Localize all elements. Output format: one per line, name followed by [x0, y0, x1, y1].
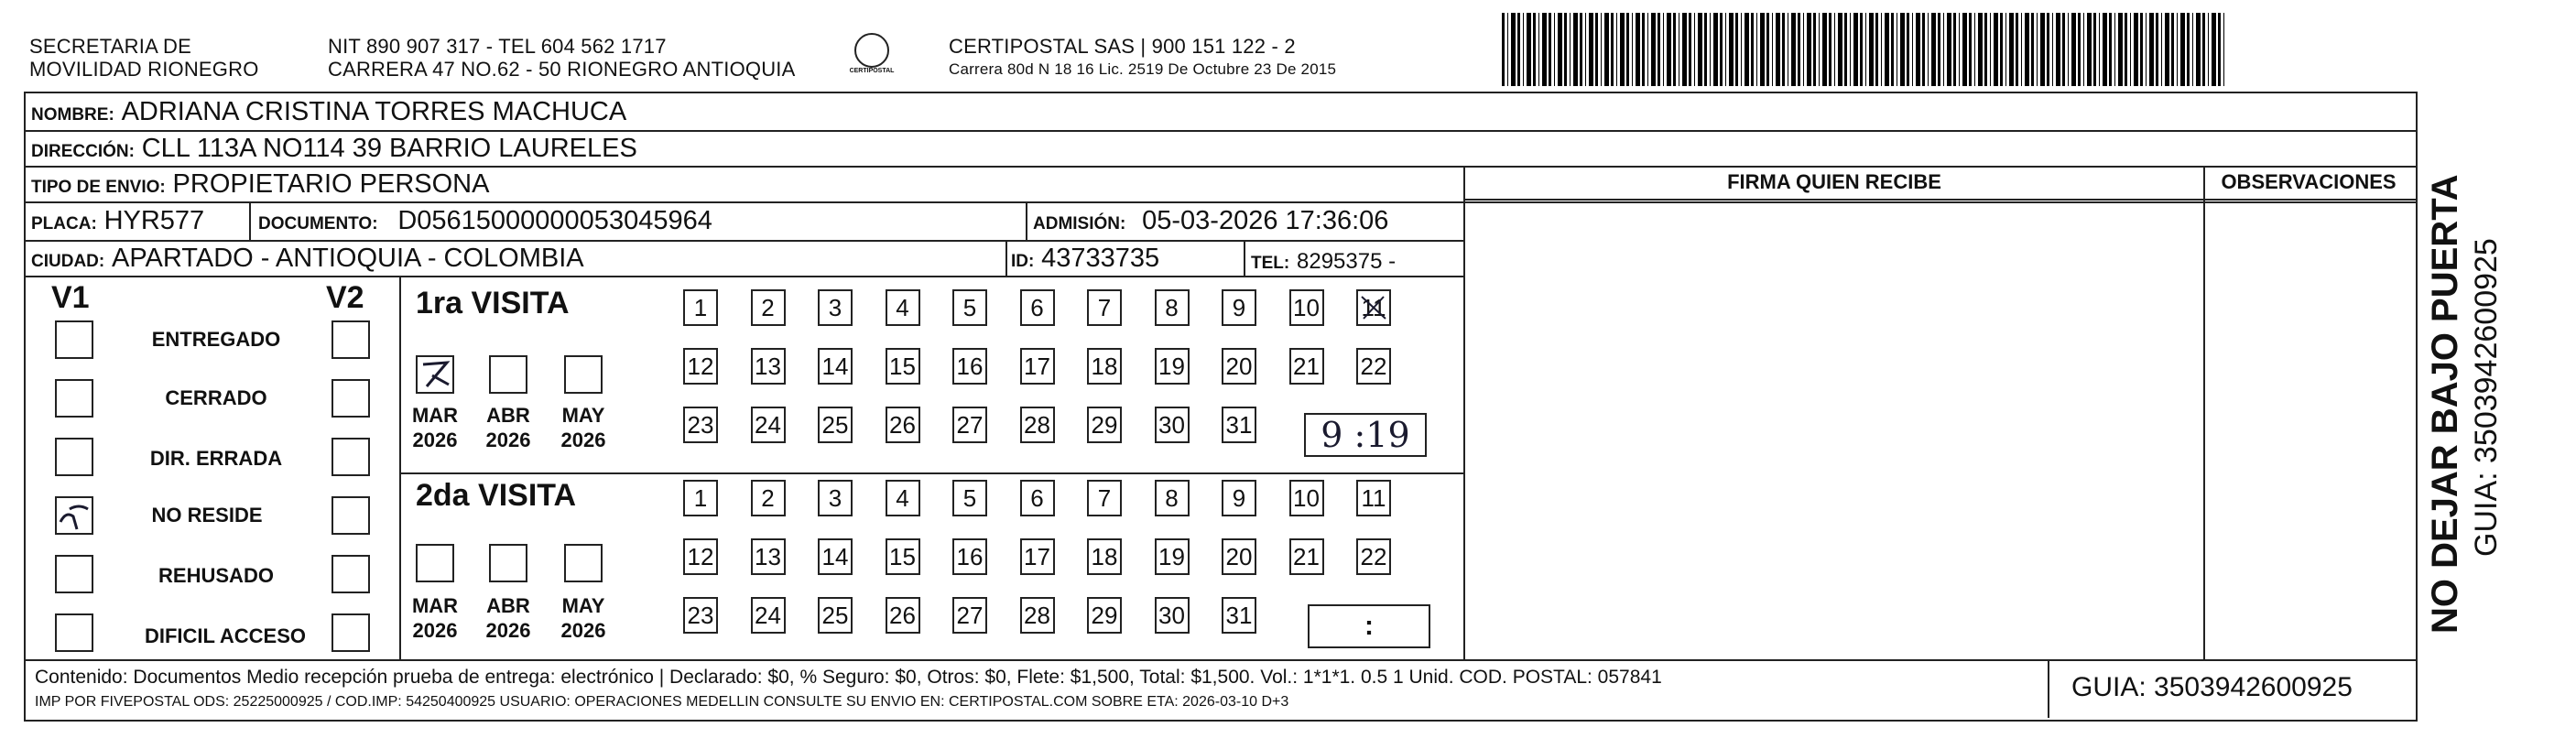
first-visit-day-11[interactable]: 11 — [1356, 289, 1391, 326]
first-visit-day-5[interactable]: 5 — [952, 289, 987, 326]
side-guia: GUIA: 3503942600925 — [2469, 238, 2504, 557]
v1-header: V1 — [51, 280, 90, 315]
tipo-envio-label: TIPO DE ENVIO: — [31, 178, 166, 197]
second-visit-day-2[interactable]: 2 — [751, 480, 786, 516]
documento-value: D05615000000053045964 — [397, 206, 712, 235]
second-visit-day-12[interactable]: 12 — [683, 538, 718, 575]
id-label: ID: — [1011, 252, 1035, 271]
second-visit-day-13[interactable]: 13 — [751, 538, 786, 575]
status-rehusado: REHUSADO — [158, 564, 274, 587]
divider — [399, 472, 1463, 474]
address-line: CARRERA 47 NO.62 - 50 RIONEGRO ANTIOQUIA — [328, 58, 796, 81]
second-visit-day-4[interactable]: 4 — [886, 480, 920, 516]
first-visit-day-31[interactable]: 31 — [1222, 407, 1256, 443]
logo-text: CERTIPOSTAL — [849, 68, 895, 74]
first-visit-day-23[interactable]: 23 — [683, 407, 718, 443]
second-visit-day-27[interactable]: 27 — [952, 597, 987, 634]
divider — [1463, 166, 1465, 659]
second-visit-day-16[interactable]: 16 — [952, 538, 987, 575]
v1-cerrado-checkbox[interactable] — [55, 379, 93, 418]
documento-label: DOCUMENTO: — [258, 214, 378, 233]
second-visit-day-25[interactable]: 25 — [818, 597, 853, 634]
first-visit-day-9[interactable]: 9 — [1222, 289, 1256, 326]
second-visit-day-21[interactable]: 21 — [1289, 538, 1324, 575]
second-visit-day-23[interactable]: 23 — [683, 597, 718, 634]
status-entregado: ENTREGADO — [151, 328, 281, 351]
v1-rehusado-checkbox[interactable] — [55, 555, 93, 593]
second-visit-month-may-box[interactable] — [564, 544, 603, 582]
v1-entregado-checkbox[interactable] — [55, 320, 93, 359]
handwritten-check-icon — [57, 498, 92, 533]
second-visit-month-abr: ABR 2026 — [485, 594, 531, 642]
handwritten-cross-icon — [1358, 291, 1389, 324]
second-visit-day-30[interactable]: 30 — [1155, 597, 1190, 634]
divider — [249, 201, 251, 240]
placa-value: HYR577 — [103, 206, 205, 235]
v1-dir-errada-checkbox[interactable] — [55, 438, 93, 476]
nit-line: NIT 890 907 317 - TEL 604 562 1717 — [328, 35, 667, 58]
first-visit-day-29[interactable]: 29 — [1087, 407, 1122, 443]
divider — [1005, 240, 1007, 276]
observaciones-header: OBSERVACIONES — [2221, 170, 2397, 193]
second-visit-month-mar-box[interactable] — [416, 544, 454, 582]
nombre-value: ADRIANA CRISTINA TORRES MACHUCA — [121, 97, 627, 126]
divider — [24, 659, 2416, 661]
tel-label: TEL: — [1251, 254, 1290, 273]
first-visit-month-mar: MAR 2026 — [411, 404, 459, 451]
tel-value: 8295375 - — [1297, 249, 1397, 274]
logo-icon — [854, 33, 889, 68]
second-visit-day-8[interactable]: 8 — [1155, 480, 1190, 516]
second-visit-day-19[interactable]: 19 — [1155, 538, 1190, 575]
first-visit-day-3[interactable]: 3 — [818, 289, 853, 326]
admision-field — [1033, 206, 1388, 239]
side-warning: NO DEJAR BAJO PUERTA — [2425, 174, 2465, 634]
first-visit-month-may: MAY 2026 — [560, 404, 606, 451]
direccion-value: CLL 113A NO114 39 BARRIO LAURELES — [141, 134, 637, 163]
divider — [24, 240, 1463, 242]
placa-label: PLACA: — [31, 214, 97, 233]
org-line-2: MOVILIDAD RIONEGRO — [29, 58, 259, 81]
second-visit-day-9[interactable]: 9 — [1222, 480, 1256, 516]
second-visit-time-field[interactable]: : — [1308, 604, 1430, 648]
ciudad-value: APARTADO - ANTIOQUIA - COLOMBIA — [112, 244, 584, 273]
v2-entregado-checkbox[interactable] — [332, 320, 370, 359]
first-visit-day-30[interactable]: 30 — [1155, 407, 1190, 443]
v2-rehusado-checkbox[interactable] — [332, 555, 370, 593]
second-visit-day-28[interactable]: 28 — [1020, 597, 1055, 634]
direccion-row — [31, 134, 637, 167]
footer-print-info: IMP POR FIVEPOSTAL ODS: 25225000925 / COD.IMP: 54250400925 USUARIO: OPERACIONES MEDELLIN CONSULTE SU ENVIO EN: CERTIPOSTAL.COM SOBRE ETA: 2026-03-10 D+3 — [35, 694, 1289, 710]
v2-dificil-acceso-checkbox[interactable] — [332, 613, 370, 652]
second-visit-day-6[interactable]: 6 — [1020, 480, 1055, 516]
first-visit-day-2[interactable]: 2 — [751, 289, 786, 326]
nombre-row — [31, 97, 626, 130]
courier-line-2: Carrera 80d N 18 16 Lic. 2519 De Octubre 23 De 2015 — [949, 60, 1337, 78]
second-visit-day-3[interactable]: 3 — [818, 480, 853, 516]
firma-header: FIRMA QUIEN RECIBE — [1727, 170, 1941, 193]
footer-guia: GUIA: 3503942600925 — [2071, 672, 2353, 702]
status-cerrado: CERRADO — [165, 386, 267, 409]
v2-dir-errada-checkbox[interactable] — [332, 438, 370, 476]
status-no-reside: NO RESIDE — [151, 504, 263, 526]
second-visit-day-29[interactable]: 29 — [1087, 597, 1122, 634]
org-line-1: SECRETARIA DE — [29, 35, 192, 58]
documento-field — [258, 206, 712, 239]
divider — [399, 276, 401, 659]
second-visit-month-mar: MAR 2026 — [411, 594, 459, 642]
ciudad-label: CIUDAD: — [31, 252, 105, 271]
first-visit-title: 1ra VISITA — [416, 286, 570, 320]
first-visit-day-8[interactable]: 8 — [1155, 289, 1190, 326]
first-visit-day-16[interactable]: 16 — [952, 348, 987, 385]
first-visit-day-15[interactable]: 15 — [886, 348, 920, 385]
first-visit-day-21[interactable]: 21 — [1289, 348, 1324, 385]
org-name — [29, 35, 259, 81]
second-visit-day-15[interactable]: 15 — [886, 538, 920, 575]
footer-contents: Contenido: Documentos Medio recepción prueba de entrega: electrónico | Declarado: $0, % Seguro: $0, Otros: $0, Flete: $1,500, Total: $1,500. Vol.: 1*1*1. 0.5 1 Unid. COD. POSTAL: 057841 — [35, 667, 1662, 688]
first-visit-day-1[interactable]: 1 — [683, 289, 718, 326]
divider — [2203, 166, 2205, 659]
first-visit-day-12[interactable]: 12 — [683, 348, 718, 385]
placa-field — [31, 206, 204, 239]
first-visit-day-13[interactable]: 13 — [751, 348, 786, 385]
second-visit-day-24[interactable]: 24 — [751, 597, 786, 634]
first-visit-day-19[interactable]: 19 — [1155, 348, 1190, 385]
first-visit-day-26[interactable]: 26 — [886, 407, 920, 443]
first-visit-day-10[interactable]: 10 — [1289, 289, 1324, 326]
status-dir-errada: DIR. ERRADA — [149, 447, 283, 470]
divider — [1463, 199, 2416, 201]
first-visit-month-abr-box[interactable] — [489, 355, 527, 394]
courier-info — [949, 35, 1336, 81]
v2-no-reside-checkbox[interactable] — [332, 496, 370, 535]
second-visit-day-31[interactable]: 31 — [1222, 597, 1256, 634]
second-visit-day-14[interactable]: 14 — [818, 538, 853, 575]
status-dificil-acceso: DIFICIL ACCESO — [144, 624, 306, 647]
first-visit-day-18[interactable]: 18 — [1087, 348, 1122, 385]
first-visit-month-abr: ABR 2026 — [485, 404, 531, 451]
second-visit-month-may: MAY 2026 — [560, 594, 606, 642]
second-visit-day-18[interactable]: 18 — [1087, 538, 1122, 575]
divider — [1244, 240, 1245, 276]
first-visit-day-24[interactable]: 24 — [751, 407, 786, 443]
nombre-label: NOMBRE: — [31, 105, 114, 125]
v2-header: V2 — [326, 280, 364, 315]
tipo-envio-row — [31, 169, 489, 202]
ciudad-field — [31, 244, 584, 277]
org-contact — [328, 35, 795, 81]
second-visit-day-5[interactable]: 5 — [952, 480, 987, 516]
first-visit-day-20[interactable]: 20 — [1222, 348, 1256, 385]
first-visit-day-22[interactable]: 22 — [1356, 348, 1391, 385]
divider — [2048, 659, 2049, 718]
second-visit-day-22[interactable]: 22 — [1356, 538, 1391, 575]
first-visit-day-28[interactable]: 28 — [1020, 407, 1055, 443]
first-visit-day-4[interactable]: 4 — [886, 289, 920, 326]
second-visit-day-26[interactable]: 26 — [886, 597, 920, 634]
first-visit-month-mar-box[interactable] — [416, 355, 454, 394]
id-field — [1011, 244, 1159, 277]
first-visit-day-25[interactable]: 25 — [818, 407, 853, 443]
second-visit-day-7[interactable]: 7 — [1087, 480, 1122, 516]
second-visit-day-20[interactable]: 20 — [1222, 538, 1256, 575]
first-visit-day-7[interactable]: 7 — [1087, 289, 1122, 326]
v1-dificil-acceso-checkbox[interactable] — [55, 613, 93, 652]
direccion-label: DIRECCIÓN: — [31, 142, 135, 161]
divider — [1026, 201, 1027, 240]
second-visit-day-1[interactable]: 1 — [683, 480, 718, 516]
handwritten-mark-icon — [418, 357, 452, 392]
first-visit-day-17[interactable]: 17 — [1020, 348, 1055, 385]
second-visit-day-10[interactable]: 10 — [1289, 480, 1324, 516]
v2-cerrado-checkbox[interactable] — [332, 379, 370, 418]
certipostal-logo — [835, 33, 908, 74]
first-visit-day-6[interactable]: 6 — [1020, 289, 1055, 326]
tel-field — [1251, 245, 1396, 278]
second-visit-day-17[interactable]: 17 — [1020, 538, 1055, 575]
admision-value: 05-03-2026 17:36:06 — [1142, 206, 1389, 235]
divider — [24, 130, 2416, 132]
first-visit-time-field[interactable]: 9 :19 — [1304, 413, 1427, 457]
second-visit-month-abr-box[interactable] — [489, 544, 527, 582]
admision-label: ADMISIÓN: — [1033, 214, 1126, 233]
first-visit-month-may-box[interactable] — [564, 355, 603, 394]
second-visit-title: 2da VISITA — [416, 478, 577, 513]
first-visit-day-14[interactable]: 14 — [818, 348, 853, 385]
courier-line-1: CERTIPOSTAL SAS | 900 151 122 - 2 — [949, 35, 1296, 58]
tipo-envio-value: PROPIETARIO PERSONA — [172, 169, 490, 199]
barcode — [1502, 13, 2225, 86]
id-value: 43733735 — [1041, 244, 1160, 273]
second-visit-day-11[interactable]: 11 — [1356, 480, 1391, 516]
first-visit-day-27[interactable]: 27 — [952, 407, 987, 443]
v1-no-reside-checkbox[interactable] — [55, 496, 93, 535]
